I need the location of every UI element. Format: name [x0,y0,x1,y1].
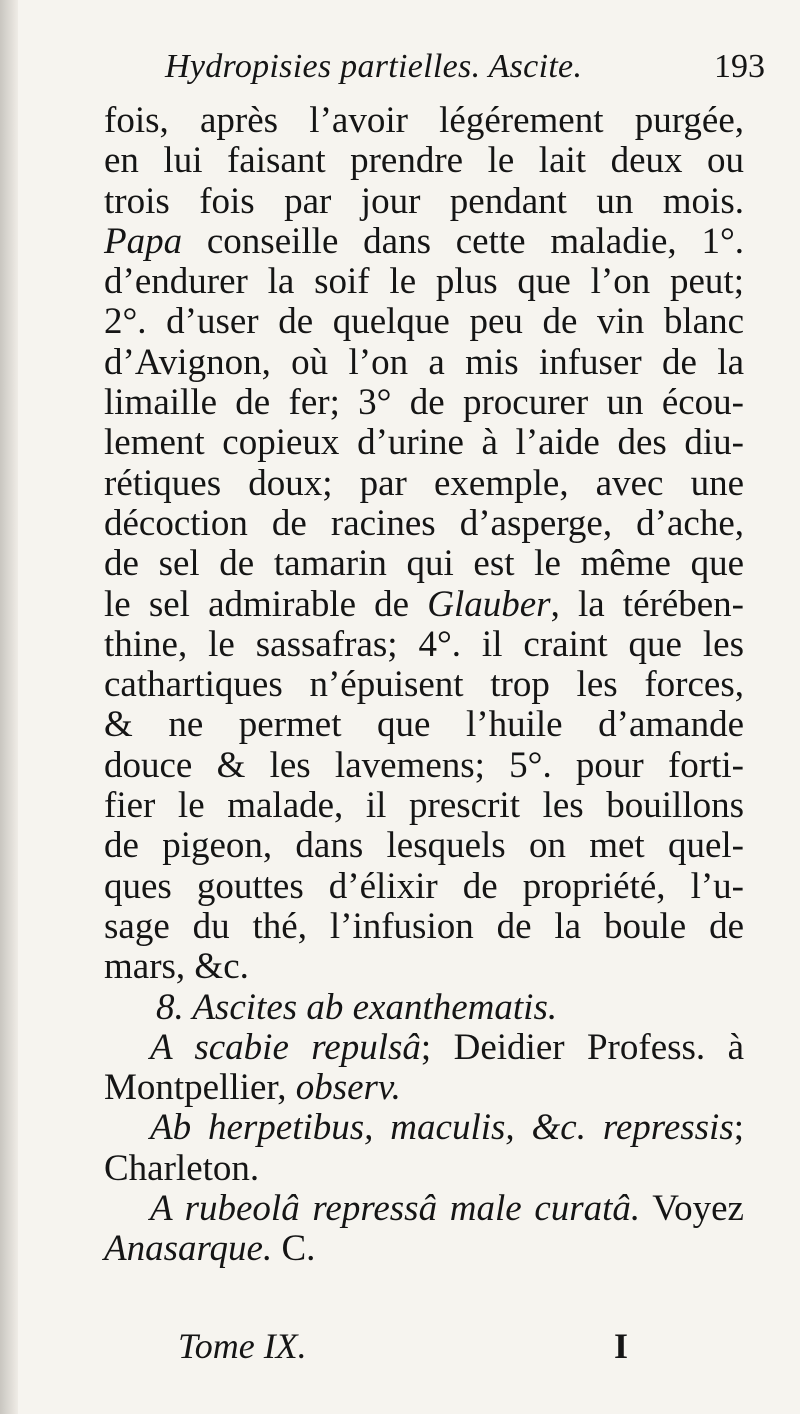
entry-line: Montpellier, observ. [104,1067,401,1109]
text-line: de pigeon, dans lesquels on met quel- [104,825,744,867]
page-footer [178,1325,628,1375]
text-line: trois fois par jour pendant un mois. [104,180,744,222]
text-line: douce & les lavemens; 5°. pour forti- [104,744,744,786]
page-number: 193 [714,48,765,85]
section-heading: 8. Ascites ab exanthematis. [156,986,558,1028]
text-line: fier le malade, il prescrit les bouillons [104,785,744,827]
entry-line: Charleton. [104,1147,260,1189]
text-line: fois, après l’avoir légérement purgée, [104,100,744,141]
text-line: décoction de racines d’asperge, d’ache, [104,502,744,544]
text-line: ques gouttes d’élixir de propriété, l’u- [104,865,744,907]
text-line: d’Avignon, où l’on a mis infuser de la [104,341,744,383]
volume-label: Tome IX. [178,1326,307,1366]
text-line: cathartiques n’épuisent trop les forces, [104,664,744,706]
text-line: mars, &c. [104,946,249,988]
text-line: thine, le sassafras; 4°. il craint que les [104,623,744,665]
entry-line: A rubeolâ repressâ male curatâ. Voyez [150,1188,744,1230]
text-line: de sel de tamarin qui est le même que [104,543,744,585]
page-gutter-shadow [0,0,18,1414]
text-line: lement copieux d’urine à l’aide des diu- [104,422,744,464]
text-line: 2°. d’user de quelque peu de vin blanc [104,301,744,343]
entry-line: A scabie repulsâ; Deidier Profess. à [150,1026,744,1068]
author-name-papa: Papa [104,220,183,262]
entry-line: Ab herpetibus, maculis, &c. repressis; [150,1107,744,1149]
text-line: en lui faisant prendre le lait deux ou [104,140,744,182]
entry-line: Anasarque. C. [104,1228,316,1270]
text-line: & ne permet que l’huile d’amande [104,704,744,746]
text-line: le sel admirable de Glauber, la térében- [104,583,744,625]
text-line: Papa conseille dans cette maladie, 1°. [104,220,744,262]
page-body [104,101,744,1270]
text-line: rétiques doux; par exemple, avec une [104,462,744,504]
text-line: sage du thé, l’infusion de la boule de [104,905,744,947]
running-title: Hydropisies partielles. Ascite. [165,48,583,85]
text-line: limaille de fer; 3° de procurer un écou- [104,382,744,424]
signature-mark: I [613,1326,628,1366]
page-header [165,48,765,98]
author-name-glauber: Glauber [427,583,551,625]
text-line: d’endurer la soif le plus que l’on peut; [104,261,744,303]
